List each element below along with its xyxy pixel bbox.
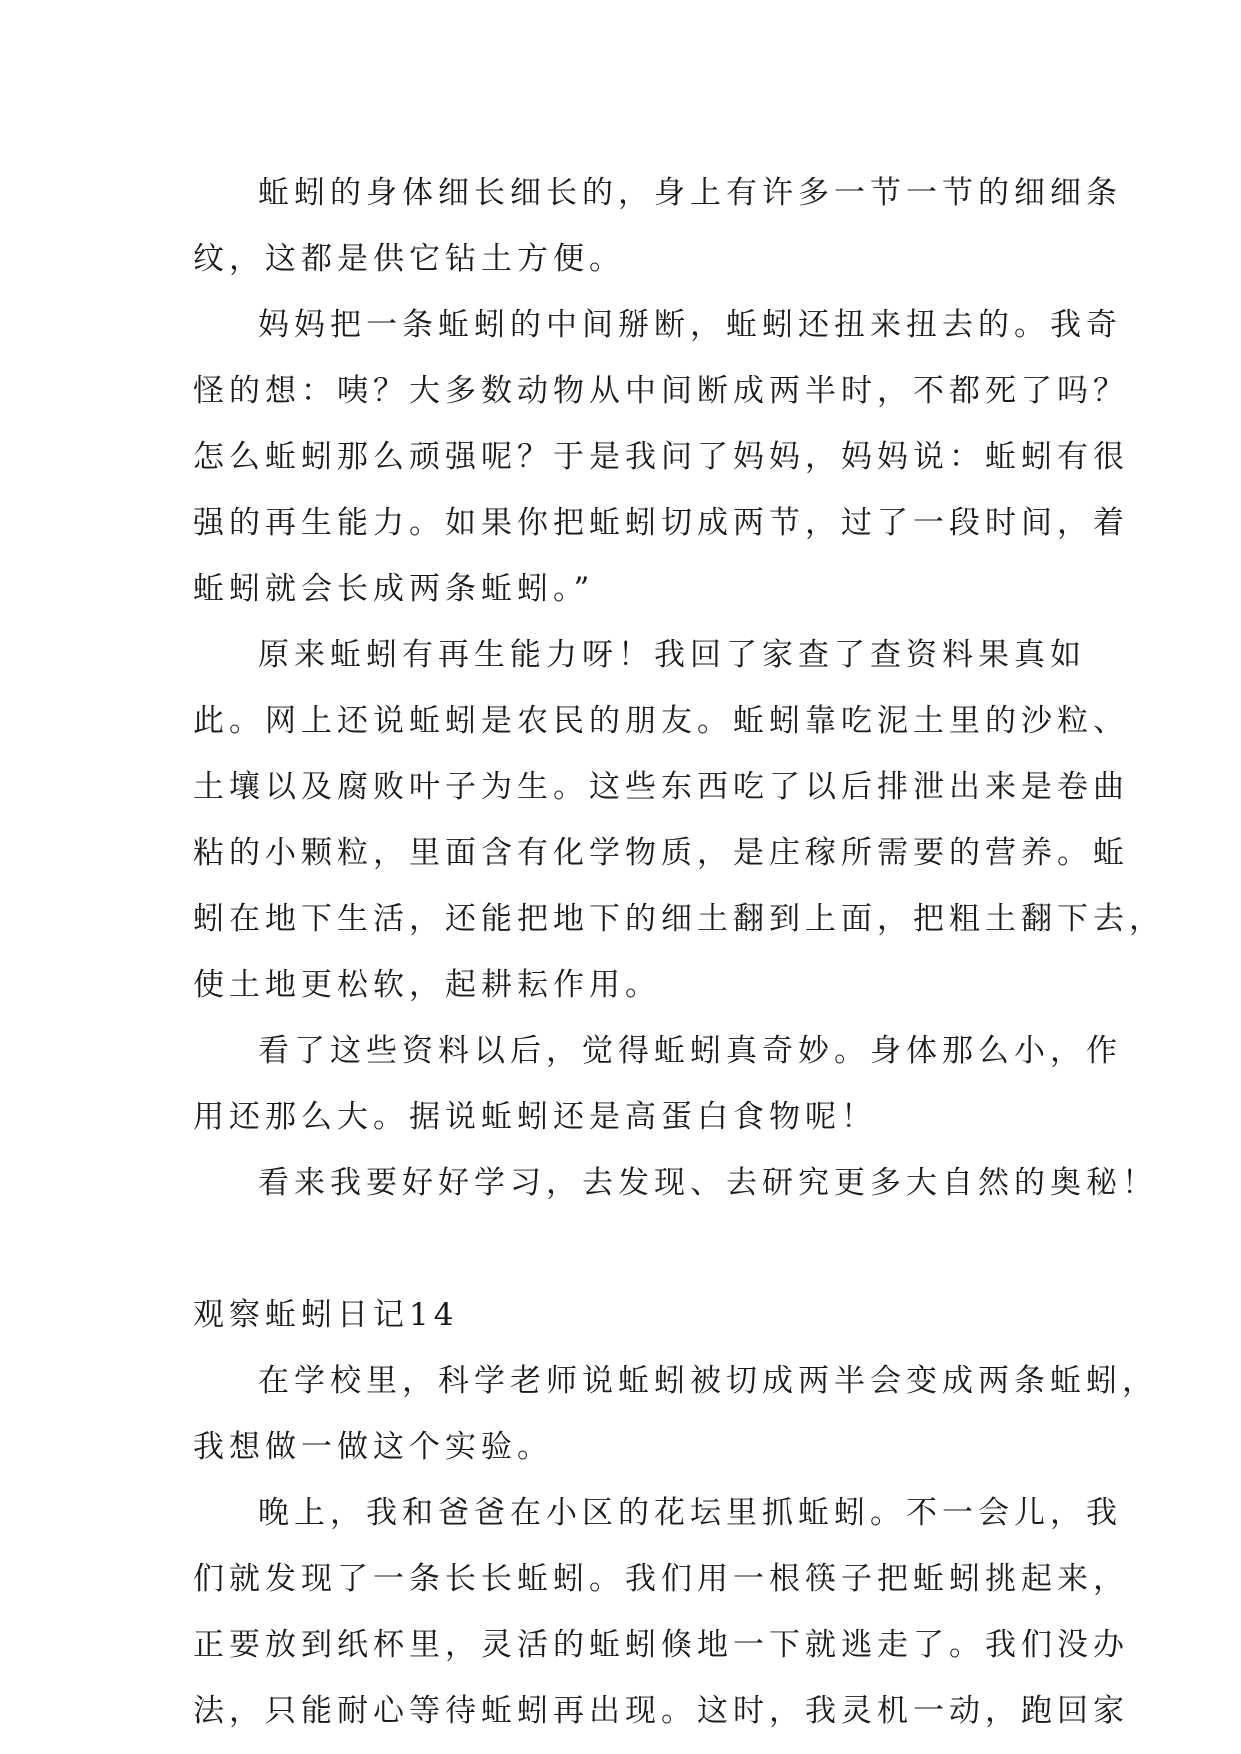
text-line: 怎么蚯蚓那么顽强呢？于是我问了妈妈，妈妈说：蚯蚓有很 [193, 439, 1129, 475]
section-gap [193, 1216, 1048, 1282]
text-line: 用还那么大。据说蚯蚓还是高蛋白食物呢！ [193, 1099, 877, 1135]
paragraph-body-shape [193, 160, 1122, 292]
text-line: 在学校里，科学老师说蚯蚓被切成两半会变成两条蚯蚓， [258, 1363, 1158, 1399]
document-page [193, 160, 1165, 1744]
text-line: 蚓在地下生活，还能把地下的细土翻到上面，把粗土翻下去， [193, 901, 1165, 937]
text-line: 使土地更松软，起耕耘作用。 [193, 967, 661, 1003]
paragraph-wonder [193, 1018, 1122, 1150]
paragraph-catching-earthworm [193, 1480, 1129, 1744]
text-line: 强的再生能力。如果你把蚯蚓切成两节，过了一段时间，着 [193, 505, 1129, 541]
text-line: 看了这些资料以后，觉得蚯蚓真奇妙。身体那么小，作 [258, 1033, 1122, 1069]
text-line: 晚上，我和爸爸在小区的花坛里抓蚯蚓。不一会儿，我 [258, 1495, 1122, 1531]
section-title: 观察蚯蚓日记14 [193, 1297, 459, 1333]
text-line: 我想做一做这个实验。 [193, 1429, 553, 1465]
paragraph-regeneration-question [193, 292, 1129, 622]
text-line: 怪的想：咦？大多数动物从中间断成两半时，不都死了吗？ [193, 373, 1129, 409]
text-line: 们就发现了一条长长蚯蚓。我们用一根筷子把蚯蚓挑起来， [193, 1561, 1129, 1597]
section-heading [193, 1282, 1048, 1348]
text-line: 蚯蚓就会长成两条蚯蚓。” [193, 571, 595, 607]
paragraph-research [193, 622, 1165, 1018]
paragraph-conclusion [193, 1150, 1158, 1216]
text-line: 纹，这都是供它钻土方便。 [193, 241, 625, 277]
text-line: 看来我要好好学习，去发现、去研究更多大自然的奥秘！ [258, 1165, 1158, 1201]
text-line: 此。网上还说蚯蚓是农民的朋友。蚯蚓靠吃泥土里的沙粒、 [193, 703, 1129, 739]
text-line: 正要放到纸杯里，灵活的蚯蚓倏地一下就逃走了。我们没办 [193, 1627, 1129, 1663]
text-line: 法，只能耐心等待蚯蚓再出现。这时，我灵机一动，跑回家 [193, 1693, 1129, 1729]
text-line: 粘的小颗粒，里面含有化学物质，是庄稼所需要的营养。蚯 [193, 835, 1129, 871]
text-line: 原来蚯蚓有再生能力呀！我回了家查了查资料果真如 [258, 637, 1086, 673]
text-line: 妈妈把一条蚯蚓的中间掰断，蚯蚓还扭来扭去的。我奇 [258, 307, 1122, 343]
text-line: 蚯蚓的身体细长细长的，身上有许多一节一节的细细条 [258, 175, 1122, 211]
paragraph-experiment-intro [193, 1348, 1158, 1480]
text-line: 土壤以及腐败叶子为生。这些东西吃了以后排泄出来是卷曲 [193, 769, 1129, 805]
